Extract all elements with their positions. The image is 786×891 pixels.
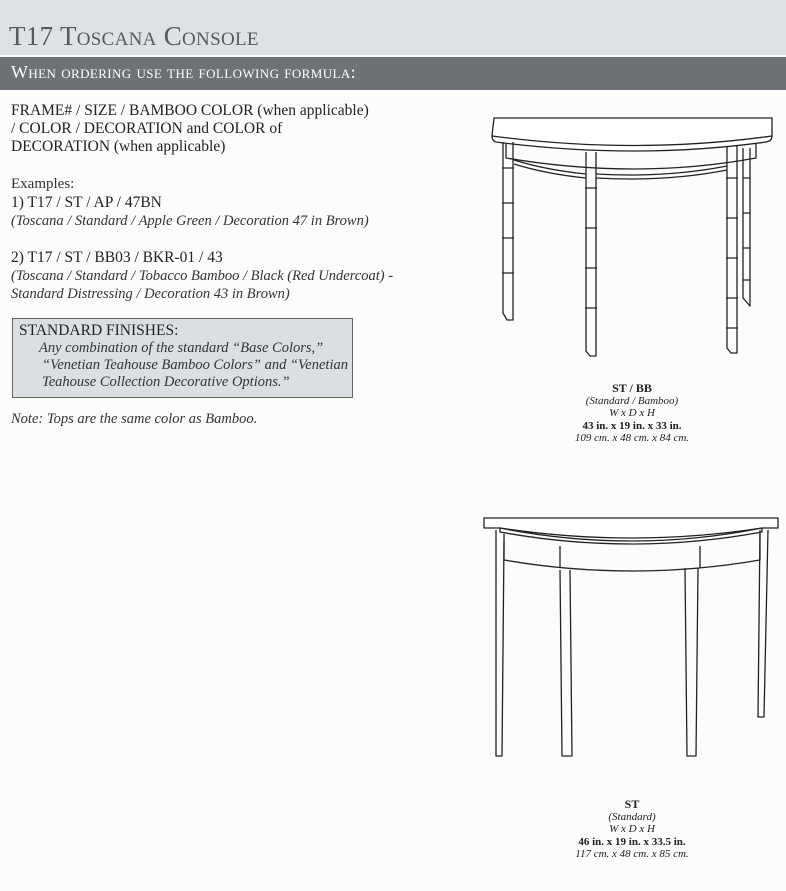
example-desc-line: Standard Distressing / Decoration 43 in Brown): [11, 286, 290, 302]
dims-label: W x D x H: [609, 823, 655, 835]
example-code-2: 2) T17 / ST / BB03 / BKR-01 / 43: [11, 249, 223, 266]
product-caption-bamboo: [532, 382, 732, 445]
product-caption-standard: [532, 798, 732, 861]
finishes-line: Any combination of the standard “Base Colors,”: [39, 340, 324, 356]
finishes-line: “Venetian Teahouse Bamboo Colors” and “Venetian: [42, 357, 348, 373]
example-desc-line: (Toscana / Standard / Apple Green / Decoration 47 in Brown): [11, 213, 369, 229]
formula-bar: [0, 57, 786, 90]
dims-cm: 117 cm. x 48 cm. x 85 cm.: [575, 848, 689, 860]
page-title: T17 Toscana Console: [9, 21, 259, 51]
finishes-text: [19, 340, 351, 391]
bamboo-console-illustration: [486, 108, 776, 363]
product-name: (Standard): [608, 810, 656, 823]
note-text: Note: Tops are the same color as Bamboo.: [11, 411, 258, 427]
finishes-heading: STANDARD FINISHES:: [19, 322, 179, 339]
standard-console-illustration: [482, 512, 782, 762]
examples-label: Examples:: [11, 176, 75, 192]
product-code: ST: [624, 797, 640, 811]
example-code-1: 1) T17 / ST / AP / 47BN: [11, 194, 162, 211]
standard-finishes-box: [12, 318, 353, 398]
example-desc-line: (Toscana / Standard / Tobacco Bamboo / Black (Red Undercoat) -: [11, 268, 394, 284]
order-formula: [11, 102, 431, 156]
example-desc-2: [11, 267, 393, 303]
dims-inches: 43 in. x 19 in. x 33 in.: [582, 419, 682, 432]
product-name: (Standard / Bamboo): [585, 394, 679, 407]
formula-line: DECORATION (when applicable): [11, 138, 226, 155]
dims-cm: 109 cm. x 48 cm. x 84 cm.: [574, 432, 690, 444]
formula-label: When ordering use the following formula:: [11, 62, 357, 82]
formula-line: FRAME# / SIZE / BAMBOO COLOR (when applicable): [11, 102, 369, 119]
formula-line: / COLOR / DECORATION and COLOR of: [11, 120, 283, 137]
title-bar: [0, 0, 786, 55]
finishes-line: Teahouse Collection Decorative Options.”: [42, 374, 290, 390]
example-desc-1: [11, 212, 369, 230]
dims-label: W x D x H: [609, 407, 655, 419]
dims-inches: 46 in. x 19 in. x 33.5 in.: [578, 835, 686, 848]
product-code: ST / BB: [612, 381, 652, 395]
